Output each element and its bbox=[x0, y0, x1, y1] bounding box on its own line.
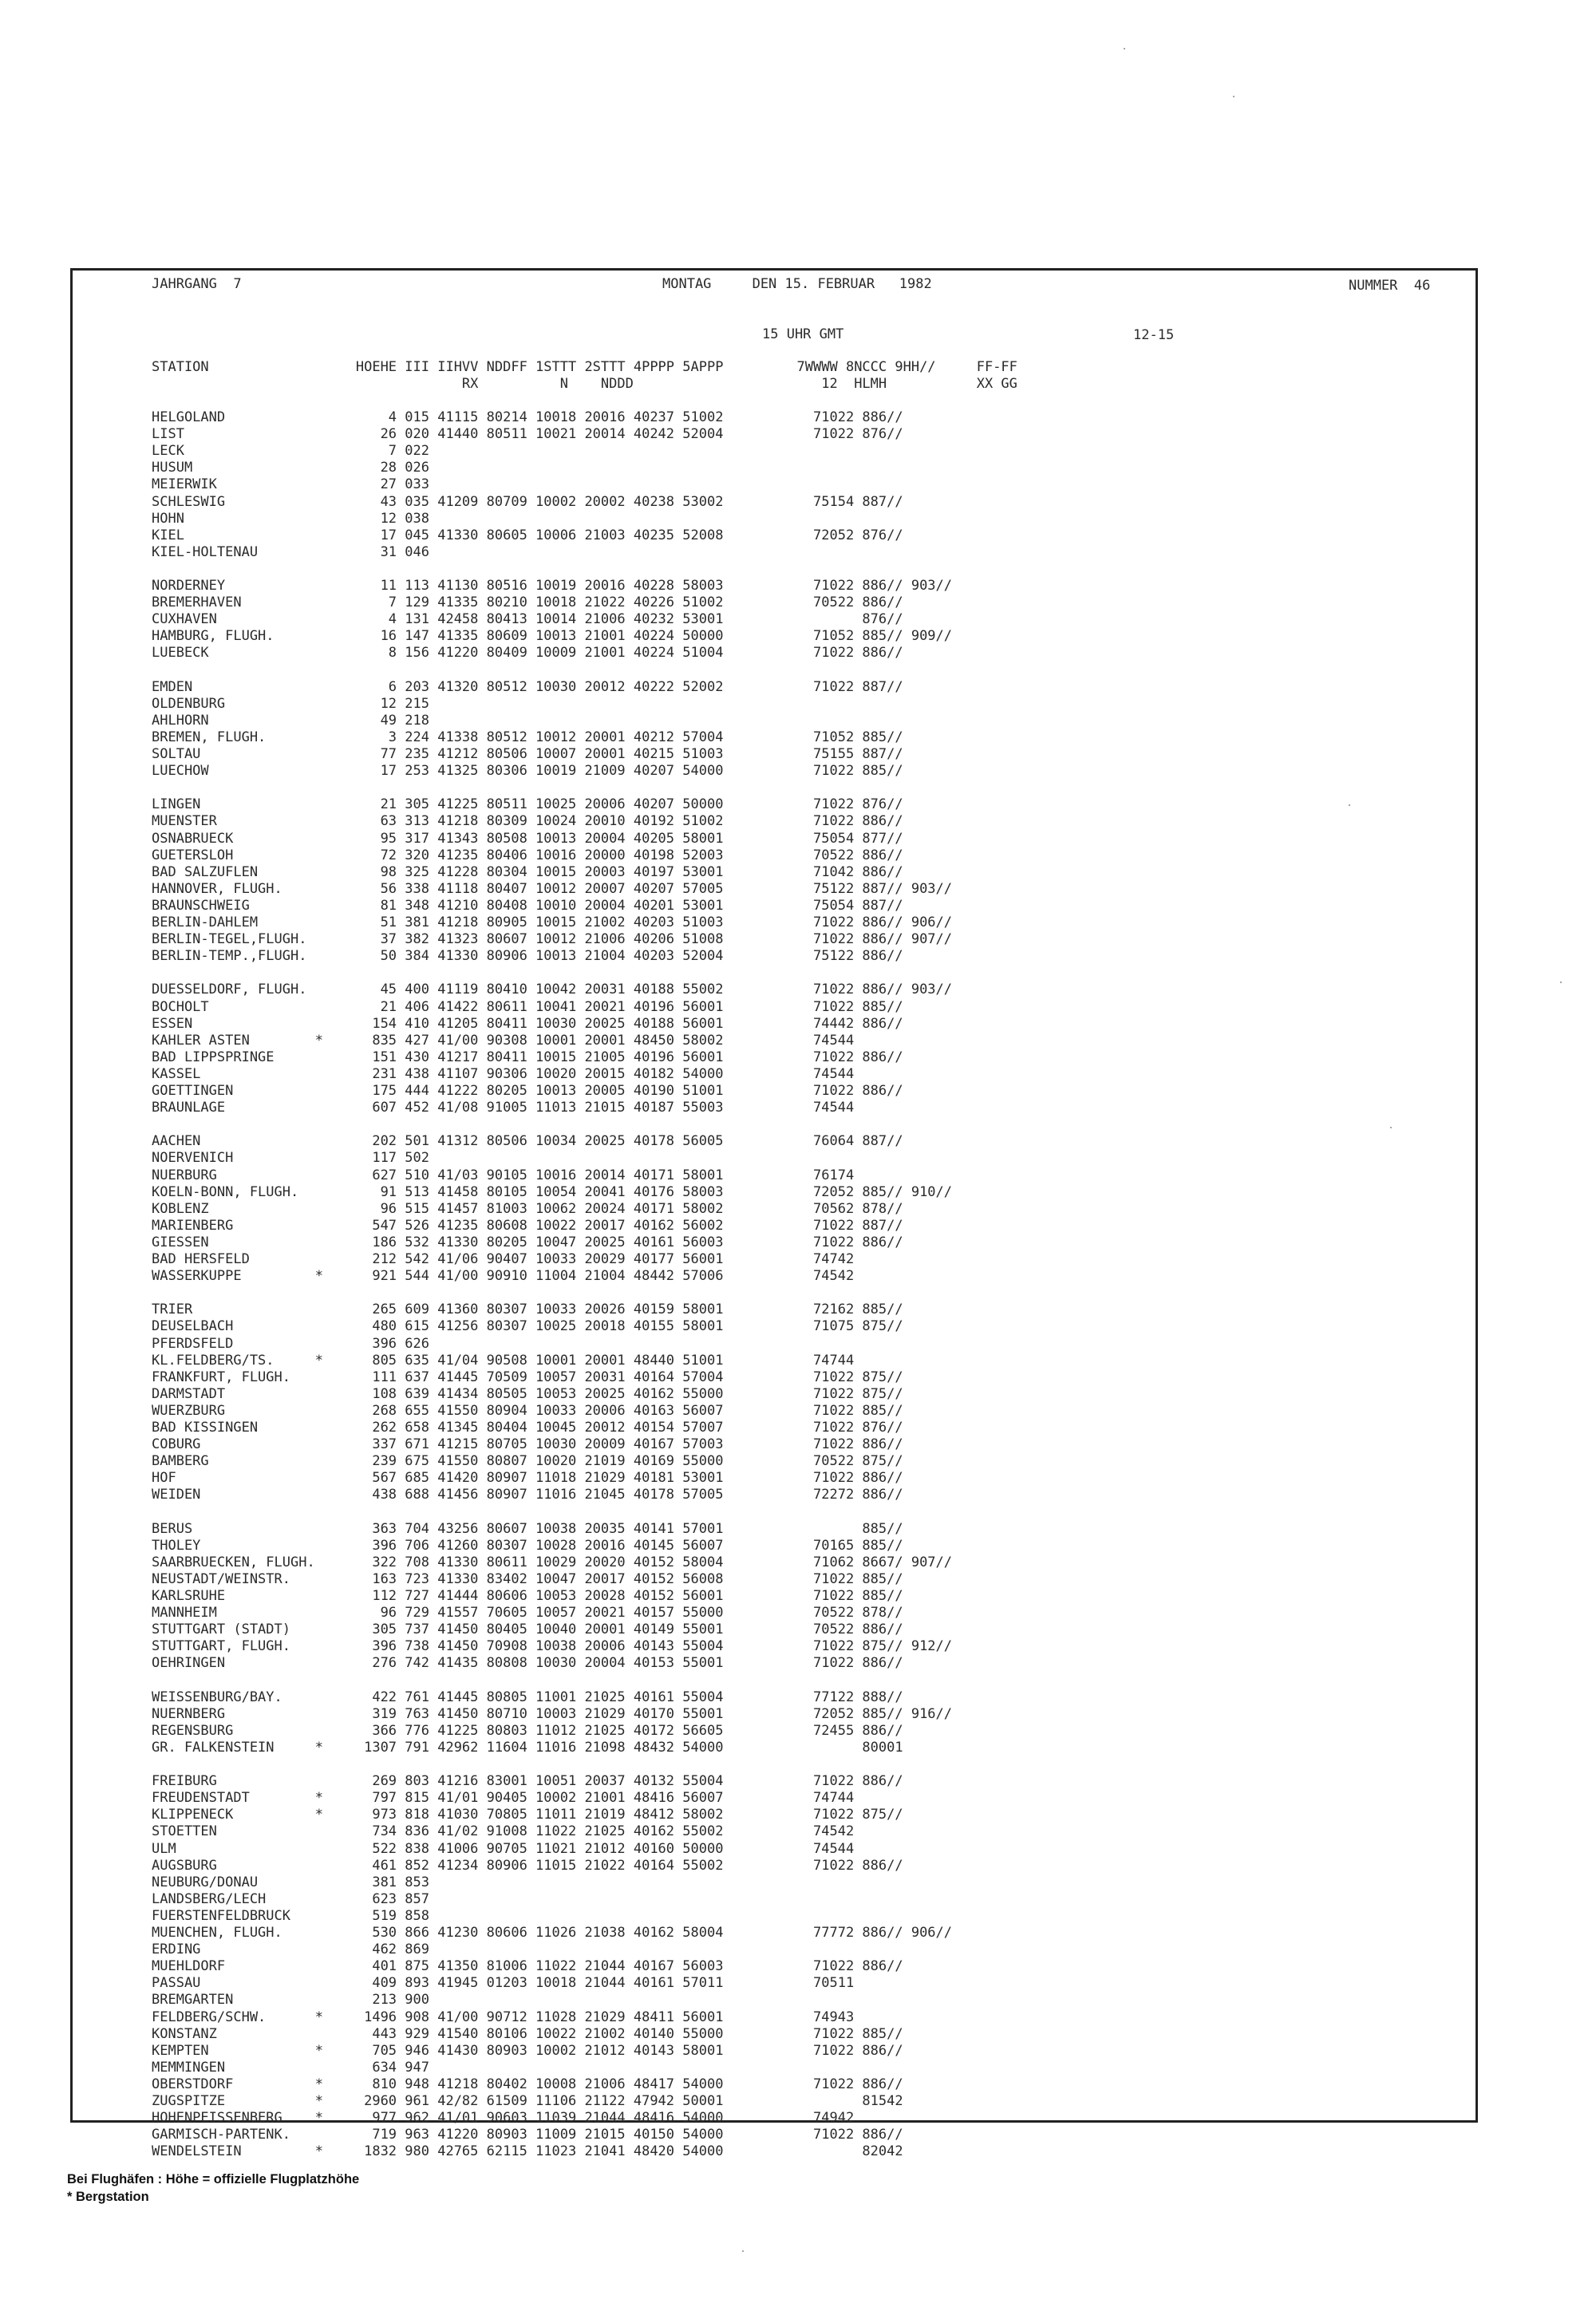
station-row: BREMERHAVEN 7 129 41335 80210 10018 21022 40226 51002 70522 886// bbox=[152, 595, 903, 611]
station-row: KL.FELDBERG/TS. * 805 635 41/04 90508 10001 20001 48440 51001 74744 bbox=[152, 1352, 855, 1369]
column-headers-line1: STATION HOEHE III IIHVV NDDFF 1STTT 2STTT 4PPPP 5APPP 7WWWW 8NCCC 9HH// FF-FF bbox=[152, 359, 1017, 375]
station-row: STOETTEN 734 836 41/02 91008 11022 21025 40162 55002 74542 bbox=[152, 1823, 855, 1840]
station-row: BERLIN-DAHLEM 51 381 41218 80905 10015 21002 40203 51003 71022 886// 906// bbox=[152, 914, 953, 930]
station-row: KOBLENZ 96 515 41457 81003 10062 20024 40171 58002 70562 878// bbox=[152, 1200, 903, 1217]
station-row: BAMBERG 239 675 41550 80807 10020 21019 40169 55000 70522 875// bbox=[152, 1453, 903, 1470]
station-row: MARIENBERG 547 526 41235 80608 10022 20017 40162 56002 71022 887// bbox=[152, 1217, 903, 1234]
station-row: STUTTGART, FLUGH. 396 738 41450 70908 10038 20006 40143 55004 71022 875// 912// bbox=[152, 1638, 953, 1655]
scan-speck bbox=[1233, 96, 1235, 97]
station-row: SAARBRUECKEN, FLUGH. 322 708 41330 80611 10029 20020 40152 58004 71062 8667/ 907// bbox=[152, 1554, 953, 1570]
station-row: KAHLER ASTEN * 835 427 41/00 90308 10001 20001 48450 58002 74544 bbox=[152, 1032, 855, 1049]
station-row: GUETERSLOH 72 320 41235 80406 10016 20000 40198 52003 70522 886// bbox=[152, 847, 903, 863]
scan-speck bbox=[1560, 982, 1562, 983]
station-row: BOCHOLT 21 406 41422 80611 10041 20021 40196 56001 71022 885// bbox=[152, 998, 903, 1015]
station-row: AACHEN 202 501 41312 80506 10034 20025 40178 56005 76064 887// bbox=[152, 1133, 903, 1150]
station-row: OLDENBURG 12 215 bbox=[152, 695, 429, 712]
station-row: NORDERNEY 11 113 41130 80516 10019 20016 40228 58003 71022 886// 903// bbox=[152, 578, 953, 594]
station-row: BERLIN-TEMP.,FLUGH. 50 384 41330 80906 10013 21004 40203 52004 75122 886// bbox=[152, 948, 903, 965]
footnote-mountain-station: * Bergstation bbox=[67, 2190, 149, 2204]
station-row: BREMGARTEN 213 900 bbox=[152, 1992, 429, 2009]
station-row: NEUSTADT/WEINSTR. 163 723 41330 83402 10047 20017 40152 56008 71022 885// bbox=[152, 1570, 903, 1587]
header-time-code: 12-15 bbox=[1133, 327, 1175, 343]
station-row: KIEL-HOLTENAU 31 046 bbox=[152, 543, 429, 560]
station-row: NUERNBERG 319 763 41450 80710 10003 21029 40170 55001 72052 885// 916// bbox=[152, 1705, 953, 1722]
station-row: BAD LIPPSPRINGE 151 430 41217 80411 10015 21005 40196 56001 71022 886// bbox=[152, 1049, 903, 1065]
station-row: MUEHLDORF 401 875 41350 81006 11022 21044 40167 56003 71022 886// bbox=[152, 1958, 903, 1975]
station-row: LIST 26 020 41440 80511 10021 20014 40242 52004 71022 876// bbox=[152, 426, 903, 443]
station-row: OEHRINGEN 276 742 41435 80808 10030 20004 40153 55001 71022 886// bbox=[152, 1655, 903, 1672]
station-row: LUECHOW 17 253 41325 80306 10019 21009 40207 54000 71022 885// bbox=[152, 763, 903, 780]
station-row: TRIER 265 609 41360 80307 10033 20026 40159 58001 72162 885// bbox=[152, 1302, 903, 1318]
scan-speck bbox=[1349, 804, 1350, 806]
station-row: LANDSBERG/LECH 623 857 bbox=[152, 1890, 429, 1907]
station-row: MEIERWIK 27 033 bbox=[152, 476, 429, 493]
station-row: HELGOLAND 4 015 41115 80214 10018 20016 40237 51002 71022 886// bbox=[152, 409, 903, 425]
station-row: EMDEN 6 203 41320 80512 10030 20012 40222 52002 71022 887// bbox=[152, 678, 903, 695]
station-row: COBURG 337 671 41215 80705 10030 20009 40167 57003 71022 886// bbox=[152, 1436, 903, 1453]
station-row: FRANKFURT, FLUGH. 111 637 41445 70509 10057 20031 40164 57004 71022 875// bbox=[152, 1369, 903, 1385]
station-row: LECK 7 022 bbox=[152, 443, 429, 460]
station-row: GOETTINGEN 175 444 41222 80205 10013 20005 40190 51001 71022 886// bbox=[152, 1083, 903, 1099]
station-row: NUERBURG 627 510 41/03 90105 10016 20014 40171 58001 76174 bbox=[152, 1167, 855, 1183]
station-row: OBERSTDORF * 810 948 41218 80402 10008 21006 48417 54000 71022 886// bbox=[152, 2076, 903, 2092]
station-row: WENDELSTEIN * 1832 980 42765 62115 11023 21041 48420 54000 82042 bbox=[152, 2143, 903, 2160]
header-observation-time: 15 UHR GMT bbox=[762, 326, 844, 342]
station-row: LINGEN 21 305 41225 80511 10025 20006 40207 50000 71022 876// bbox=[152, 796, 903, 813]
station-row: AUGSBURG 461 852 41234 80906 11015 21022 40164 55002 71022 886// bbox=[152, 1857, 903, 1874]
station-row: HANNOVER, FLUGH. 56 338 41118 80407 10012 20007 40207 57005 75122 887// 903// bbox=[152, 880, 953, 897]
column-headers-line2: RX N NDDD 12 HLMH XX GG bbox=[152, 376, 1017, 392]
scan-speck bbox=[1124, 48, 1125, 49]
station-row: THOLEY 396 706 41260 80307 10028 20016 40145 56007 70165 885// bbox=[152, 1537, 903, 1554]
station-row: HUSUM 28 026 bbox=[152, 460, 429, 476]
station-row: ERDING 462 869 bbox=[152, 1942, 429, 1958]
station-row: KLIPPENECK * 973 818 41030 70805 11011 21019 48412 58002 71022 875// bbox=[152, 1807, 903, 1823]
station-row: LUEBECK 8 156 41220 80409 10009 21001 40224 51004 71022 886// bbox=[152, 645, 903, 662]
station-row: WEISSENBURG/BAY. 422 761 41445 80805 11001 21025 40161 55004 77122 888// bbox=[152, 1689, 903, 1705]
station-row: SOLTAU 77 235 41212 80506 10007 20001 40215 51003 75155 887// bbox=[152, 746, 903, 762]
station-row: GIESSEN 186 532 41330 80205 10047 20025 40161 56003 71022 886// bbox=[152, 1234, 903, 1250]
station-row: HOHN 12 038 bbox=[152, 510, 429, 527]
station-row: BAD SALZUFLEN 98 325 41228 80304 10015 20003 40197 53001 71042 886// bbox=[152, 863, 903, 880]
station-row: PASSAU 409 893 41945 01203 10018 21044 40161 57011 70511 bbox=[152, 1975, 855, 1992]
station-row: BERUS 363 704 43256 80607 10038 20035 40141 57001 885// bbox=[152, 1520, 903, 1537]
station-row: BREMEN, FLUGH. 3 224 41338 80512 10012 20001 40212 57004 71052 885// bbox=[152, 729, 903, 745]
station-row: BAD HERSFELD 212 542 41/06 90407 10033 20029 40177 56001 74742 bbox=[152, 1251, 855, 1267]
station-row: HOHENPEISSENBERG * 977 962 41/01 90603 11039 21044 48416 54000 74942 bbox=[152, 2110, 855, 2127]
header-date: MONTAG DEN 15. FEBRUAR 1982 bbox=[662, 276, 932, 292]
station-row: WASSERKUPPE * 921 544 41/00 90910 11004 21004 48442 57006 74542 bbox=[152, 1268, 855, 1285]
scan-speck bbox=[1390, 1127, 1392, 1128]
station-row: BRAUNSCHWEIG 81 348 41210 80408 10010 20004 40201 53001 75054 887// bbox=[152, 897, 903, 914]
station-row: REGENSBURG 366 776 41225 80803 11012 21025 40172 56605 72455 886// bbox=[152, 1722, 903, 1739]
station-row: STUTTGART (STADT) 305 737 41450 80405 10040 20001 40149 55001 70522 886// bbox=[152, 1622, 903, 1638]
footnote-airport-height: Bei Flughäfen : Höhe = offizielle Flugplatzhöhe bbox=[67, 2172, 360, 2186]
station-row: GARMISCH-PARTENK. 719 963 41220 80903 11009 21015 40150 54000 71022 886// bbox=[152, 2127, 903, 2143]
station-row: KASSEL 231 438 41107 90306 10020 20015 40182 54000 74544 bbox=[152, 1065, 855, 1082]
station-row: DUESSELDORF, FLUGH. 45 400 41119 80410 10042 20031 40188 55002 71022 886// 903// bbox=[152, 982, 953, 998]
station-row: ESSEN 154 410 41205 80411 10030 20025 40188 56001 74442 886// bbox=[152, 1015, 903, 1032]
station-row: DARMSTADT 108 639 41434 80505 10053 20025 40162 55000 71022 875// bbox=[152, 1385, 903, 1402]
station-row: BERLIN-TEGEL,FLUGH. 37 382 41323 80607 10012 21006 40206 51008 71022 886// 907// bbox=[152, 931, 953, 948]
station-row: HOF 567 685 41420 80907 11018 21029 40181 53001 71022 886// bbox=[152, 1470, 903, 1487]
station-row: MUENCHEN, FLUGH. 530 866 41230 80606 11026 21038 40162 58004 77772 886// 906// bbox=[152, 1925, 953, 1941]
station-row: KARLSRUHE 112 727 41444 80606 10053 20028 40152 56001 71022 885// bbox=[152, 1588, 903, 1604]
station-row: KONSTANZ 443 929 41540 80106 10022 21002 40140 55000 71022 885// bbox=[152, 2025, 903, 2042]
station-row: MUENSTER 63 313 41218 80309 10024 20010 40192 51002 71022 886// bbox=[152, 813, 903, 830]
station-row: NEUBURG/DONAU 381 853 bbox=[152, 1874, 429, 1890]
station-row: GR. FALKENSTEIN * 1307 791 42962 11604 11016 21098 48432 54000 80001 bbox=[152, 1739, 903, 1756]
station-row: DEUSELBACH 480 615 41256 80307 10025 20018 40155 58001 71075 875// bbox=[152, 1318, 903, 1335]
header-nummer: NUMMER 46 bbox=[1349, 278, 1431, 294]
station-row: ULM 522 838 41006 90705 11021 21012 40160 50000 74544 bbox=[152, 1840, 855, 1857]
station-row: FREIBURG 269 803 41216 83001 10051 20037 40132 55004 71022 886// bbox=[152, 1773, 903, 1790]
station-row: SCHLESWIG 43 035 41209 80709 10002 20002 40238 53002 75154 887// bbox=[152, 493, 903, 510]
header-jahrgang: JAHRGANG 7 bbox=[152, 276, 242, 292]
station-row: KOELN-BONN, FLUGH. 91 513 41458 80105 10054 20041 40176 58003 72052 885// 910// bbox=[152, 1183, 953, 1200]
station-row: KIEL 17 045 41330 80605 10006 21003 40235 52008 72052 876// bbox=[152, 527, 903, 543]
station-row: FUERSTENFELDBRUCK 519 858 bbox=[152, 1907, 429, 1924]
station-row: ZUGSPITZE * 2960 961 42/82 61509 11106 21122 47942 50001 81542 bbox=[152, 2093, 903, 2109]
station-row: MANNHEIM 96 729 41557 70605 10057 20021 40157 55000 70522 878// bbox=[152, 1605, 903, 1622]
station-row: WEIDEN 438 688 41456 80907 11016 21045 40178 57005 72272 886// bbox=[152, 1487, 903, 1503]
station-row: WUERZBURG 268 655 41550 80904 10033 20006 40163 56007 71022 885// bbox=[152, 1402, 903, 1419]
station-row: NOERVENICH 117 502 bbox=[152, 1150, 429, 1167]
station-row: FELDBERG/SCHW. * 1496 908 41/00 90712 11028 21029 48411 56001 74943 bbox=[152, 2009, 855, 2025]
station-row: KEMPTEN * 705 946 41430 80903 10002 21012 40143 58001 71022 886// bbox=[152, 2042, 903, 2059]
station-row: AHLHORN 49 218 bbox=[152, 712, 429, 729]
station-row: FREUDENSTADT * 797 815 41/01 90405 10002 21001 48416 56007 74744 bbox=[152, 1790, 855, 1807]
station-row: CUXHAVEN 4 131 42458 80413 10014 21006 40232 53001 876// bbox=[152, 611, 903, 628]
station-row: MEMMINGEN 634 947 bbox=[152, 2059, 429, 2076]
station-row: OSNABRUECK 95 317 41343 80508 10013 20004 40205 58001 75054 877// bbox=[152, 830, 903, 847]
station-row: BAD KISSINGEN 262 658 41345 80404 10045 20012 40154 57007 71022 876// bbox=[152, 1420, 903, 1436]
scan-speck bbox=[742, 2250, 744, 2252]
station-row: PFERDSFELD 396 626 bbox=[152, 1335, 429, 1352]
station-row: HAMBURG, FLUGH. 16 147 41335 80609 10013 21001 40224 50000 71052 885// 909// bbox=[152, 628, 953, 645]
station-row: BRAUNLAGE 607 452 41/08 91005 11013 21015 40187 55003 74544 bbox=[152, 1100, 855, 1116]
